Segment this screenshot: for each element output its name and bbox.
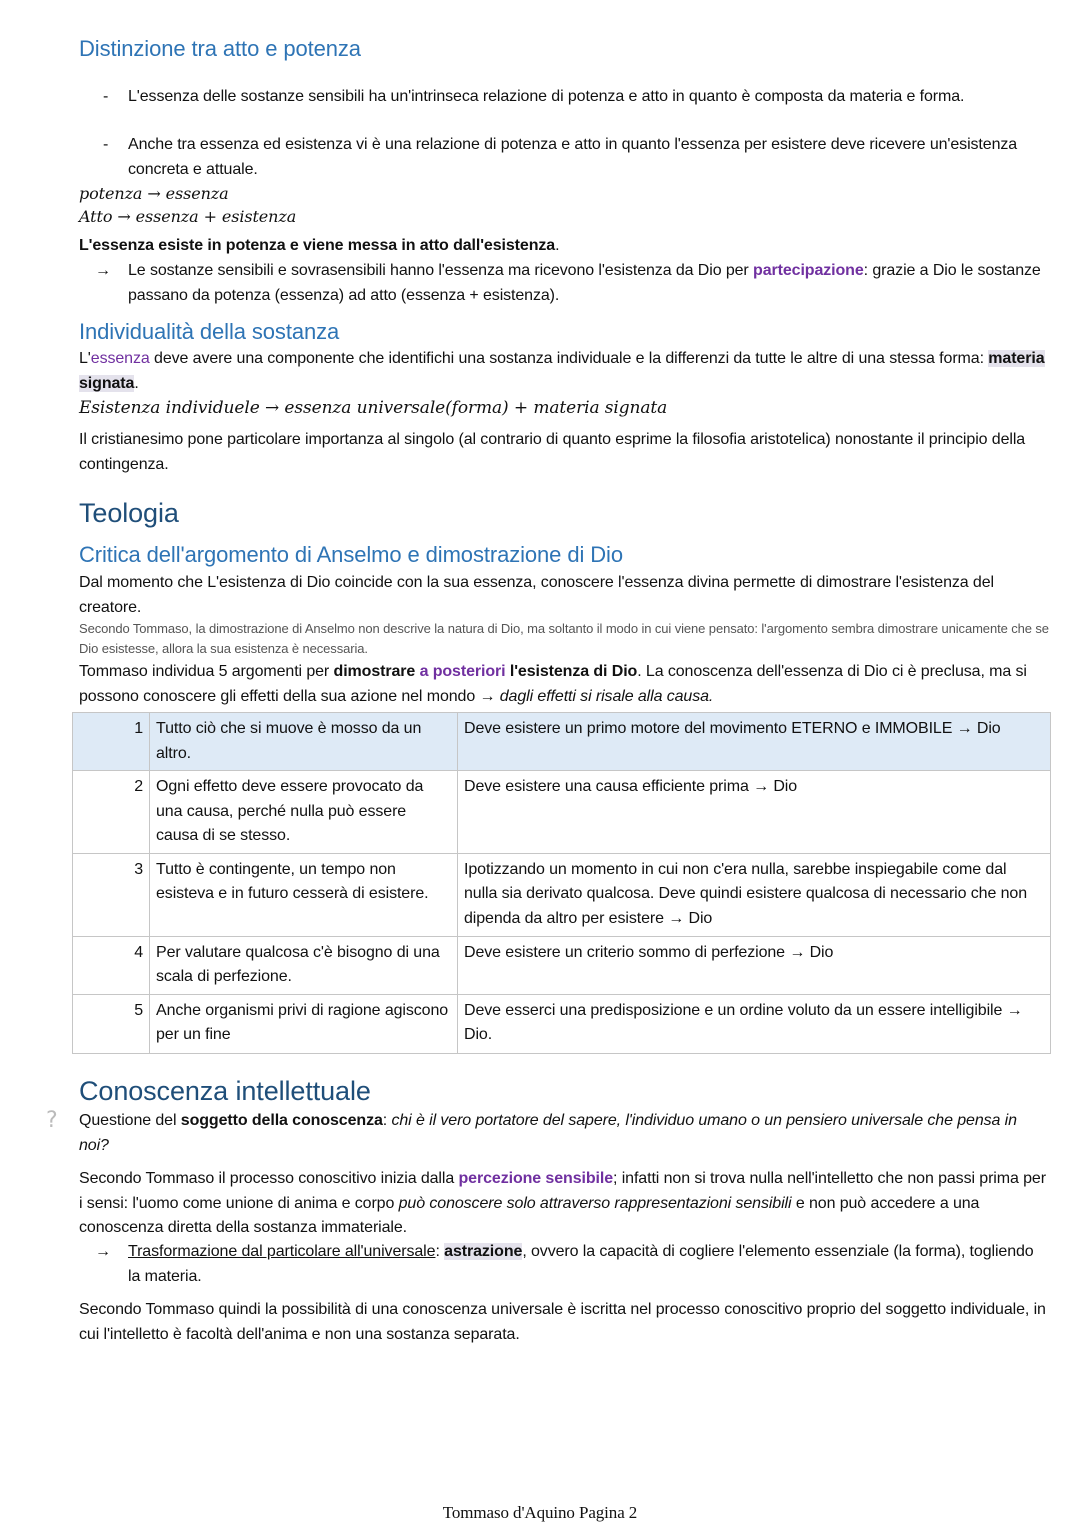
bold-text: dimostrare [333, 663, 420, 680]
arrow-item [128, 259, 1048, 308]
formula: Esistenza individuele → essenza universale(forma) + materia signata [79, 398, 668, 418]
text: . La conoscenza dell'essenza di Dio ci è preclusa, ma si possono conoscere gli effetti della sua azione nel mondo → [79, 663, 1027, 705]
premise-cell: Per valutare qualcosa c'è bisogno di una scala di perfezione. [150, 936, 458, 994]
bold-statement: L'essenza esiste in potenza e viene messa in atto dall'esistenza. [79, 237, 560, 254]
paragraph [79, 660, 1049, 709]
table-row [73, 936, 1051, 994]
heading-individualita: Individualità della sostanza [79, 319, 340, 344]
heading-critica: Critica dell'argomento di Anselmo e dimostrazione di Dio [79, 542, 623, 567]
arrow-icon: → [95, 262, 111, 279]
keyword: a posteriori [419, 663, 506, 680]
conclusion-cell: Deve esistere un primo motore del movimento ETERNO e IMMOBILE → Dio [458, 713, 1051, 771]
text: : [435, 1243, 445, 1260]
conclusion-cell: Deve esistere una causa efficiente prima → Dio [458, 771, 1051, 854]
underlined-text: Trasformazione dal particolare all'universale [128, 1243, 436, 1260]
highlighted-term: astrazione [444, 1243, 523, 1260]
table-row [73, 853, 1051, 936]
text: , ovvero la capacità di cogliere l'elemento essenziale (la forma), togliendo la materia. [128, 1243, 1034, 1285]
text: Secondo Tommaso il processo conoscitivo inizia dalla [79, 1170, 459, 1187]
note: Secondo Tommaso, la dimostrazione di Anselmo non descrive la natura di Dio, ma soltanto il modo in cui viene pensato: l'argomento sembra dimostrare unicamente che se Dio esistesse, allora la sua esistenza è necessaria. [79, 621, 1049, 656]
page-footer: Tommaso d'Aquino Pagina 2 [442, 1503, 638, 1522]
text: . [134, 374, 139, 392]
question-mark-icon: ? [46, 1108, 58, 1133]
premise-cell: Tutto è contingente, un tempo non esisteva e in futuro cesserà di esistere. [150, 853, 458, 936]
text: : [382, 1112, 392, 1129]
heading-distinzione: Distinzione tra atto e potenza [79, 36, 361, 61]
highlighted-term: materia signata [79, 350, 1045, 392]
formula: Atto → essenza + esistenza [79, 207, 297, 226]
arrow-item [128, 1240, 1048, 1289]
paragraph [79, 1167, 1049, 1241]
arguments-table [72, 712, 1051, 1054]
formula: potenza → essenza [79, 184, 229, 203]
text: Questione del [79, 1112, 181, 1129]
keyword: essenza [90, 350, 150, 367]
keyword: percezione sensibile [458, 1170, 614, 1187]
italic-text: chi è il vero portatore del sapere, l'individuo umano o un pensiero universale che pensa in noi? [79, 1112, 1017, 1154]
text: ; infatti non si trova nulla nell'intelletto che non passi prima per i sensi: l'uomo come unione di anima e corpo [79, 1170, 1046, 1212]
text: deve avere una componente che identifichi una sostanza individuale e la differenzi da tutte le altre di una stessa forma: [149, 350, 989, 367]
text: L' [79, 350, 91, 367]
bullet-item: Anche tra essenza ed esistenza vi è una relazione di potenza e atto in quanto l'essenza per esistere deve ricevere un'esistenza concreta e attuale. [128, 136, 1018, 178]
paragraph: Il cristianesimo pone particolare importanza al singolo (al contrario di quanto esprime la filosofia aristotelica) nonostante il principio della contingenza. [79, 431, 1026, 473]
bullet-dash: - [103, 136, 109, 153]
table-row [73, 713, 1051, 771]
italic-text: può conoscere solo attraverso rappresentazioni sensibili [398, 1194, 792, 1212]
text: Tommaso individua 5 argomenti per [79, 663, 334, 680]
text: e non può accedere a una conoscenza diretta della sostanza immateriale. [79, 1194, 980, 1236]
arrow-icon: → [95, 1243, 111, 1260]
bold-text: L'essenza esiste in potenza e viene messa in atto dall'esistenza [79, 237, 556, 254]
conclusion-cell: Deve esistere un criterio sommo di perfezione → Dio [458, 936, 1051, 994]
row-number: 5 [73, 994, 150, 1053]
bold-text: soggetto della conoscenza [180, 1112, 383, 1129]
paragraph [79, 1109, 1049, 1158]
premise-cell: Ogni effetto deve essere provocato da una causa, perché nulla può essere causa di se stesso. [150, 771, 458, 854]
table-row [73, 994, 1051, 1053]
text: : grazie a Dio le sostanze passano da potenza (essenza) ad atto (essenza + esistenza). [128, 262, 1041, 304]
bold-text: l'esistenza di Dio [505, 663, 638, 680]
premise-cell: Tutto ciò che si muove è mosso da un altro. [150, 713, 458, 771]
heading-teologia: Teologia [79, 498, 179, 528]
row-number: 3 [73, 853, 150, 936]
bullet-item: L'essenza delle sostanze sensibili ha un'intrinseca relazione di potenza e atto in quanto è composta da materia e forma. [128, 88, 965, 105]
conclusion-cell: Ipotizzando un momento in cui non c'era nulla, sarebbe inspiegabile come dal nulla sia derivato qualcosa. Deve quindi esistere qualcosa di necessario che non dipenda da altro per esistere → Dio [458, 853, 1051, 936]
italic-text: dagli effetti si risale alla causa. [499, 687, 714, 705]
keyword: partecipazione [753, 262, 864, 279]
paragraph [79, 347, 1049, 396]
heading-conoscenza: Conoscenza intellettuale [79, 1076, 371, 1106]
table-row [73, 771, 1051, 854]
row-number: 1 [73, 713, 150, 771]
conclusion-cell: Deve esserci una predisposizione e un ordine voluto da un essere intelligibile → Dio. [458, 994, 1051, 1053]
paragraph: Secondo Tommaso quindi la possibilità di una conoscenza universale è iscritta nel processo conoscitivo proprio del soggetto individuale, in cui l'intelletto è facoltà dell'anima e non una sostanza separata. [79, 1301, 1046, 1343]
premise-cell: Anche organismi privi di ragione agiscono per un fine [150, 994, 458, 1053]
paragraph: Dal momento che L'esistenza di Dio coincide con la sua essenza, conoscere l'essenza divina permette di dimostrare l'esistenza del creatore. [79, 574, 994, 616]
row-number: 4 [73, 936, 150, 994]
row-number: 2 [73, 771, 150, 854]
text: Le sostanze sensibili e sovrasensibili hanno l'essenza ma ricevono l'esistenza da Dio per [128, 262, 754, 279]
bullet-dash: - [103, 88, 109, 105]
